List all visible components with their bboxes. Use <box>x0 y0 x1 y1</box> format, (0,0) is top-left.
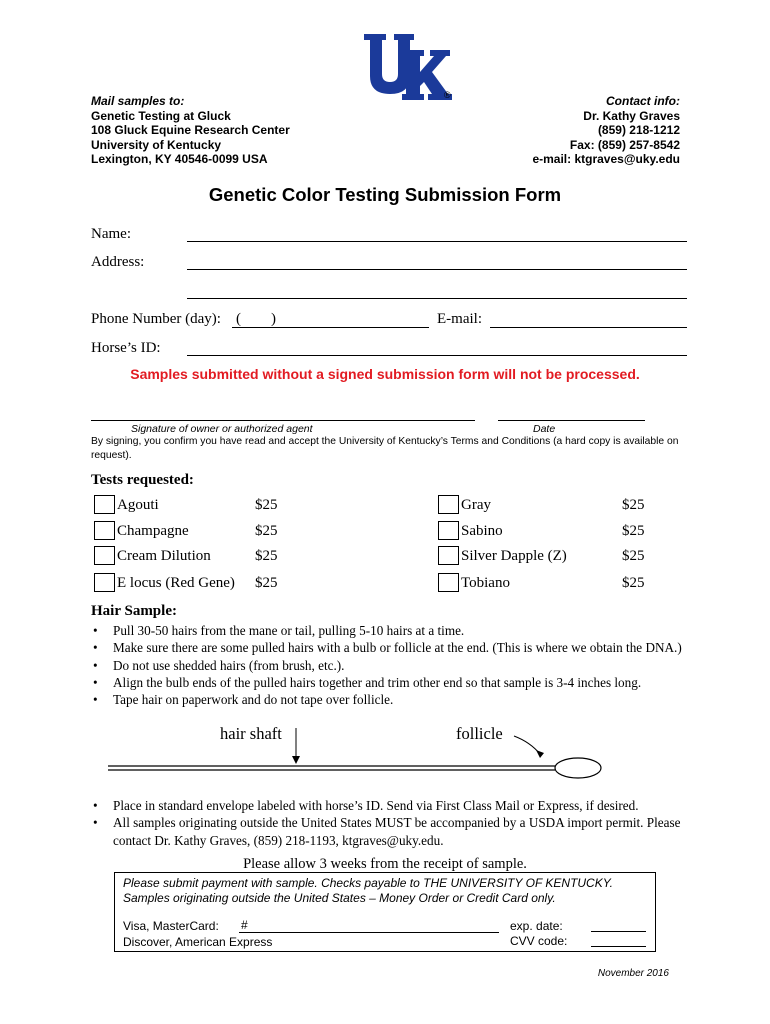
hair-shaft-label: hair shaft <box>220 724 282 743</box>
follicle-bulb <box>555 758 601 778</box>
email-field[interactable] <box>490 327 687 328</box>
champagne-checkbox[interactable] <box>94 521 115 540</box>
gray-checkbox[interactable] <box>438 495 459 514</box>
agouti-checkbox[interactable] <box>94 495 115 514</box>
list-item: • Tape hair on paperwork and do not tape over follicle. <box>91 691 731 708</box>
test-price: $25 <box>255 548 278 564</box>
mailing-instructions-list <box>91 797 681 849</box>
email-label: E-mail: <box>437 311 482 327</box>
payment-box <box>114 872 656 952</box>
follicle-arrow <box>514 736 540 754</box>
mail-line: University of Kentucky <box>91 137 222 152</box>
date-caption: Date <box>533 423 556 435</box>
list-item: • Do not use shedded hairs (from brush, etc.). <box>91 657 731 674</box>
list-item: • Place in standard envelope labeled with horse’s ID. Send via First Class Mail or Express, if desired. <box>91 797 681 814</box>
phone-label: Phone Number (day): <box>91 311 221 327</box>
signature-caption: Signature of owner or authorized agent <box>131 423 313 435</box>
contact-line: e-mail: ktgraves@uky.edu <box>532 152 680 166</box>
name-field[interactable] <box>187 241 687 242</box>
mail-line: Lexington, KY 40546-0099 USA <box>91 152 268 166</box>
address-field-2[interactable] <box>187 298 687 299</box>
hair-sample-heading: Hair Sample: <box>91 603 177 619</box>
test-price: $25 <box>255 523 278 539</box>
test-name: Champagne <box>117 523 189 539</box>
follicle-arrowhead <box>536 750 544 758</box>
contact-line: Dr. Kathy Graves <box>583 108 680 123</box>
allow-note: Please allow 3 weeks from the receipt of sample. <box>243 856 527 872</box>
address-field-1[interactable] <box>187 269 687 270</box>
terms-text: By signing, you confirm you have read and accept the University of Kentucky’s Terms and Conditions (a hard copy is available on request). <box>91 436 679 461</box>
mail-line: Genetic Testing at Gluck <box>91 108 231 123</box>
list-item: • Pull 30-50 hairs from the mane or tail, pulling 5-10 hairs at a time. <box>91 622 731 639</box>
test-price: $25 <box>622 548 645 564</box>
test-name: Silver Dapple (Z) <box>461 548 567 564</box>
exp-date-field[interactable] <box>591 931 646 932</box>
uk-logo <box>362 32 454 102</box>
test-price: $25 <box>255 497 278 513</box>
name-label: Name: <box>91 226 131 242</box>
contact-heading: Contact info: <box>606 94 680 108</box>
test-name: Sabino <box>461 523 503 539</box>
hair-diagram <box>100 720 610 780</box>
test-price: $25 <box>255 575 278 591</box>
horse-id-label: Horse’s ID: <box>91 340 161 356</box>
trademark-mark: ® <box>444 90 451 100</box>
contact-line: Fax: (859) 257-8542 <box>569 137 680 152</box>
test-name: Tobiano <box>461 575 510 591</box>
e-locus-checkbox[interactable] <box>94 573 115 592</box>
address-label: Address: <box>91 254 145 270</box>
exp-date-label: exp. date: <box>510 919 563 933</box>
mail-address-block <box>91 94 290 167</box>
phone-field[interactable] <box>232 327 429 328</box>
signature-field[interactable] <box>91 420 475 421</box>
list-item: • Align the bulb ends of the pulled hairs together and trim other end so that sample is 3-4 inches long. <box>91 674 731 691</box>
payment-instructions: Samples originating outside the United States – Money Order or Credit Card only. <box>123 891 556 905</box>
horse-id-field[interactable] <box>187 355 687 356</box>
card-number-field[interactable] <box>239 932 499 933</box>
contact-block <box>532 94 680 167</box>
mail-heading: Mail samples to: <box>91 94 185 108</box>
cvv-label: CVV code: <box>510 934 568 948</box>
test-price: $25 <box>622 497 645 513</box>
footer-date: November 2016 <box>597 968 669 979</box>
test-name: Agouti <box>117 497 159 513</box>
test-name: Gray <box>461 497 491 513</box>
test-price: $25 <box>622 523 645 539</box>
cvv-field[interactable] <box>591 946 646 947</box>
date-field[interactable] <box>498 420 645 421</box>
test-price: $25 <box>622 575 645 591</box>
list-item: • All samples originating outside the United States MUST be accompanied by a USDA import permit. Please contact Dr. Kathy Graves, (859) 218-1193, ktgraves@uky.edu. <box>91 814 681 849</box>
contact-line: (859) 218-1212 <box>597 123 680 137</box>
page-title: Genetic Color Testing Submission Form <box>208 184 562 205</box>
shaft-arrowhead <box>292 756 300 764</box>
payment-instructions: Please submit payment with sample. Checks payable to THE UNIVERSITY OF KENTUCKY. <box>123 876 613 890</box>
card-types-label: Visa, MasterCard: <box>123 919 219 933</box>
list-item: • Make sure there are some pulled hairs with a bulb or follicle at the end. (This is where we obtain the DNA.) <box>91 639 731 656</box>
card-types-label: Discover, American Express <box>123 935 273 949</box>
cream-dilution-checkbox[interactable] <box>94 546 115 565</box>
uk-logo-graphic <box>362 32 454 102</box>
warning-text: Samples submitted without a signed submission form will not be processed. <box>130 366 640 382</box>
tobiano-checkbox[interactable] <box>438 573 459 592</box>
hair-instructions-list <box>91 622 731 708</box>
test-name: Cream Dilution <box>117 548 211 564</box>
test-name: E locus (Red Gene) <box>117 575 235 591</box>
mail-line: 108 Gluck Equine Research Center <box>91 123 290 137</box>
follicle-label: follicle <box>456 724 503 743</box>
silver-dapple-checkbox[interactable] <box>438 546 459 565</box>
tests-heading: Tests requested: <box>91 472 194 488</box>
sabino-checkbox[interactable] <box>438 521 459 540</box>
card-number-hash: # <box>241 918 248 932</box>
phone-area-code: ( ) <box>236 311 276 327</box>
